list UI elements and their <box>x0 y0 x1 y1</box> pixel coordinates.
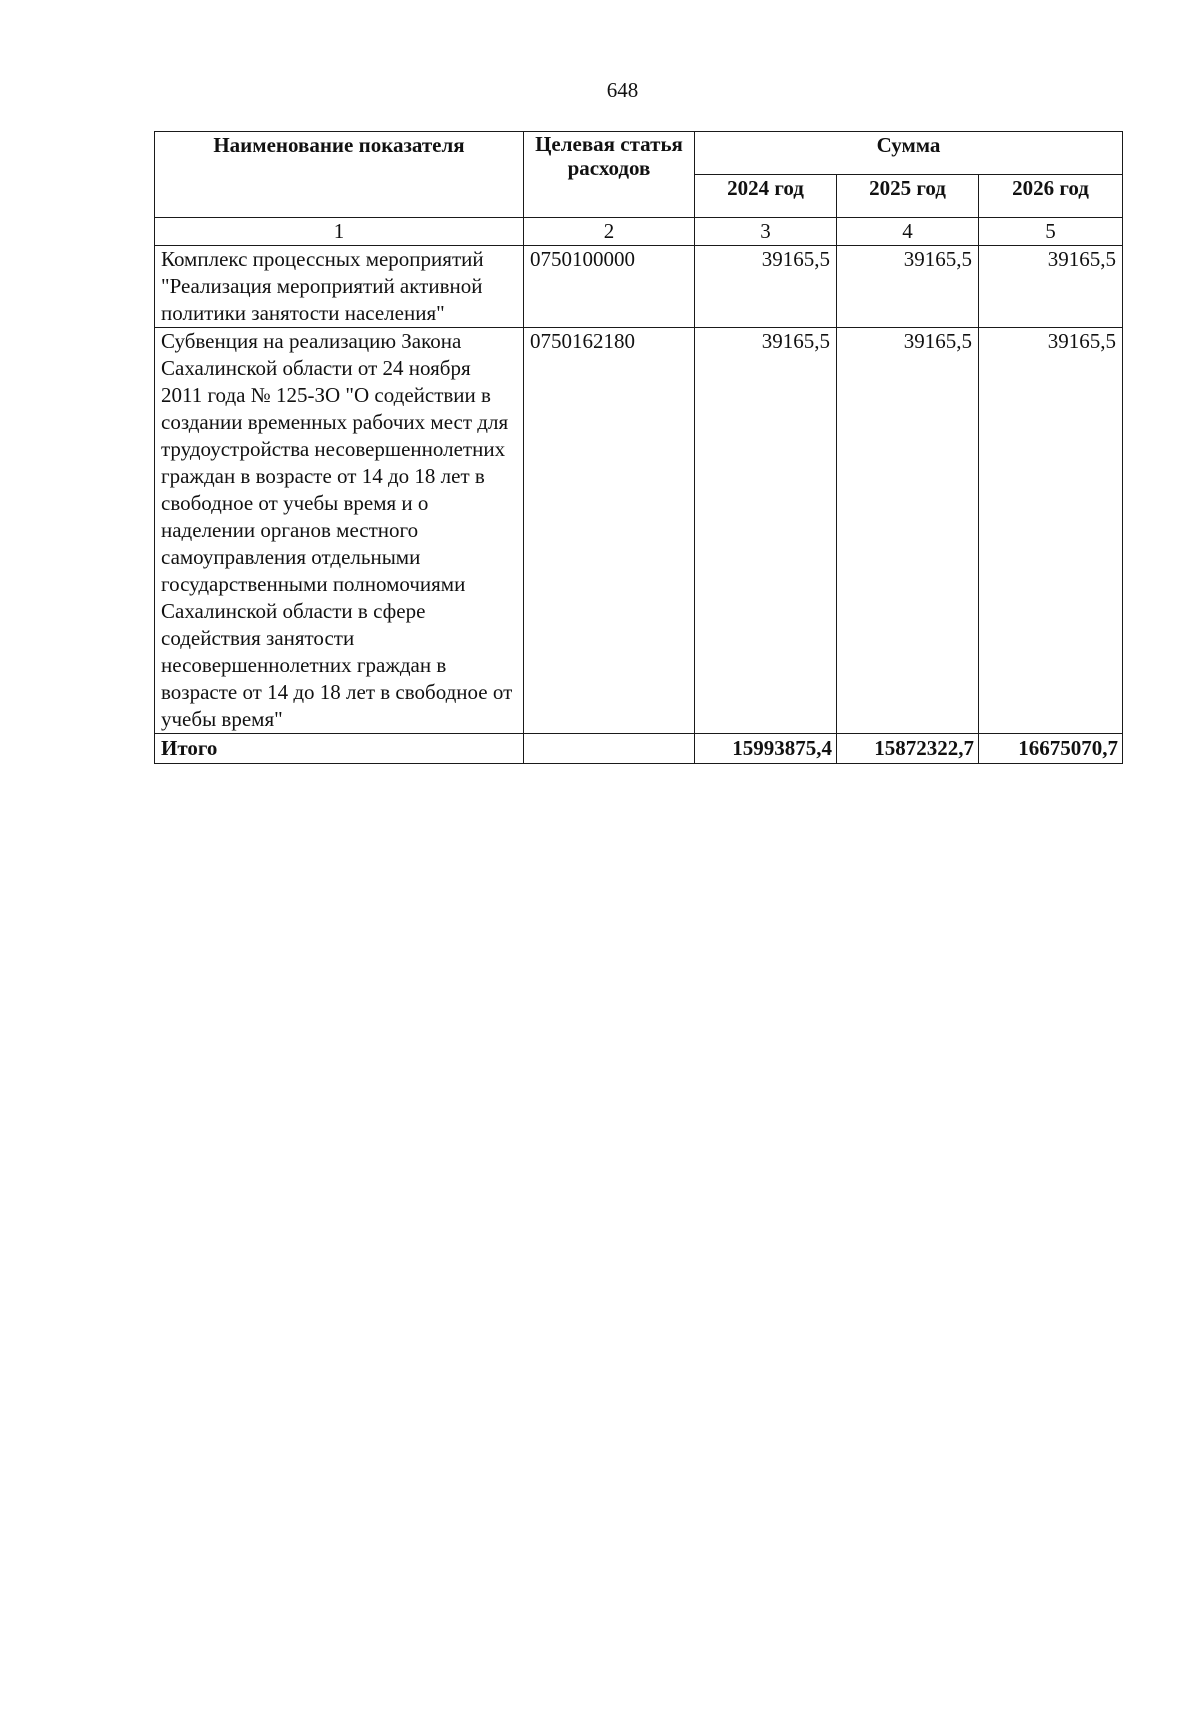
row-value-2026: 39165,5 <box>979 246 1123 328</box>
row-name: Субвенция на реализацию Закона Сахалинской области от 24 ноября 2011 года № 125-ЗО "О содействии в создании временных рабочих мест для трудоустройства несовершеннолетних граждан в возрасте от 14 до 18 лет в свободное от учебы время и о наделении органов местного самоуправления отдельными государственными полномочиями Сахалинской области в сфере содействия занятости несовершеннолетних граждан в возрасте от 14 до 18 лет в свободное от учебы время" <box>155 328 524 734</box>
row-name: Комплекс процессных мероприятий "Реализация мероприятий активной политики занятости населения" <box>155 246 524 328</box>
column-number: 5 <box>979 218 1123 246</box>
column-number: 1 <box>155 218 524 246</box>
total-value-2025: 15872322,7 <box>837 734 979 764</box>
column-number-row <box>155 218 1123 246</box>
header-year-2024: 2024 год <box>695 175 837 218</box>
total-value-2026: 16675070,7 <box>979 734 1123 764</box>
header-sum: Сумма <box>695 132 1123 175</box>
row-value-2024: 39165,5 <box>695 328 837 734</box>
budget-table <box>154 131 1123 764</box>
header-code: Целевая статья расходов <box>524 132 695 218</box>
table-row <box>155 246 1123 328</box>
total-row <box>155 734 1123 764</box>
header-year-2025: 2025 год <box>837 175 979 218</box>
row-code: 0750100000 <box>524 246 695 328</box>
row-value-2026: 39165,5 <box>979 328 1123 734</box>
header-name: Наименование показателя <box>155 132 524 218</box>
header-year-2026: 2026 год <box>979 175 1123 218</box>
total-code <box>524 734 695 764</box>
row-value-2025: 39165,5 <box>837 246 979 328</box>
table-row <box>155 328 1123 734</box>
total-label: Итого <box>155 734 524 764</box>
row-code: 0750162180 <box>524 328 695 734</box>
total-value-2024: 15993875,4 <box>695 734 837 764</box>
column-number: 3 <box>695 218 837 246</box>
column-number: 2 <box>524 218 695 246</box>
page-number: 648 <box>606 78 639 102</box>
row-value-2025: 39165,5 <box>837 328 979 734</box>
column-number: 4 <box>837 218 979 246</box>
row-value-2024: 39165,5 <box>695 246 837 328</box>
